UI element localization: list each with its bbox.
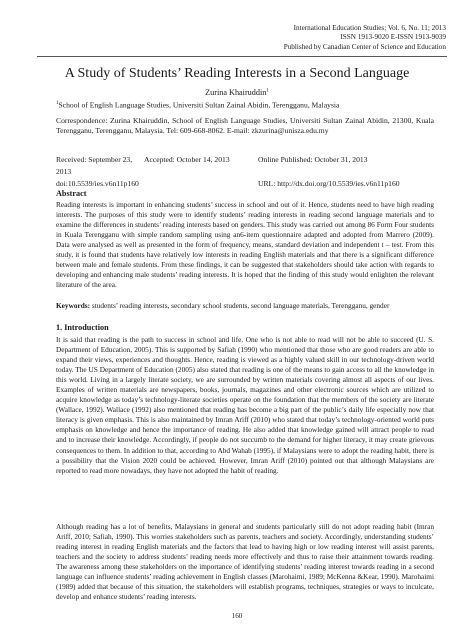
published-date: Online Published: October 31, 2013 <box>258 155 368 164</box>
keywords-label: Keywords: <box>56 301 91 310</box>
journal-header <box>284 24 446 52</box>
abstract-heading: Abstract <box>56 189 87 198</box>
correspondence-text: Correspondence: Zurina Khairuddin, School of English Language Studies, Universiti Sultan Zainal Abidin, 21300, Kuala Terengganu, Terengganu, Malaysia. Tel: 609-668-8062. E-mail: zkzurina@unisza.edu.my <box>56 116 434 136</box>
doi-link[interactable]: doi:10.5539/ies.v6n11p160 <box>56 179 139 188</box>
introduction-paragraph-2: Although reading has a lot of benefits, Malaysians in general and students particularly still do not adopt reading habit (Imran Ariff, 2010; Safiah, 1990). This worries stakeholders such as parents, teachers and society. Accordingly, understanding students’ reading interest in reading English materials and the factors that lead to having high or low reading interest will assist parents, teachers and the society to address students’ reading needs more effectively and thus to raise their attainment towards reading. The awareness among these stakeholders on the importance of identifying students’ reading interest towards reading in a second language can influence students’ reading achievement in English classes (Marohaimi, 1989; McKenna &Kear, 1990). Marohaimi (1989) added that because of this situation, the stakeholders will establish programs, techniques, strategies or ways to inculcate, develop and enhance students’ reading interests. <box>56 522 434 602</box>
page-number: 160 <box>231 612 243 620</box>
journal-issn: ISSN 1913-9020 E-ISSN 1913-9039 <box>340 33 446 42</box>
journal-publisher: Published by Canadian Center of Science and Education <box>283 42 446 51</box>
affiliation-mark: 1 <box>56 101 59 106</box>
abstract-text: Reading interests is important in enhancing students’ success in school and out of it. Hence, students need to have high reading interests. The purposes of this study were to identify students’ reading interests in reading second language materials and to examine the differences in students’ reading interests based on genders. This study was carried out among 86 Form Four students in Kuala Terengganu with simple random sampling using an6-item questionnaire adapted and adopted from Marrero (2009). Data were analysed as well as presented in the form of frequency, means, standard deviation and independent t – test. From this study, it is found that students have relatively low interests in reading English materials and that there is a significant difference between male and female students. From these findings, it can be suggested that stakeholders should take action with regards to developing and enhancing male students’ reading interests. It is hoped that the finding of this study would enlighten the relevant literature of the area. <box>56 200 434 290</box>
journal-volume: International Education Studies; Vol. 6, No. 11; 2013 <box>293 24 446 32</box>
keywords-text: students’ reading interests, secondary school students, second language materials, Terengganu, gender <box>90 301 390 310</box>
introduction-paragraph-1: It is said that reading is the path to success in school and life. One who is not able to read will not be able to succeed (U. S. Department of Education, 2005). This is supported by Safiah (1990) who mentioned that those who are good readers are able to expand their views, experiences and thoughts. Hence, reading is viewed as a highly valued skill in our technology-driven world today. The US Department of Education (2005) also stated that reading is one of the means to gain access to all the knowledge in this world. Living in a largely literate society, we are surrounded by written materials covering almost all aspects of our lives. Examples of written materials are newspapers, books, journals, magazines and other electronic sources which are utilized to acquire knowledge as today’s technology-literate societies operate on the foundation that the members of the society are literate (Wallace, 1992). Wallace (1992) also mentioned that reading has become a big part of the public’s daily life especially now that literacy is given emphasis. This is also maintained by Imran Ariff (2010) who stated that today’s technology-oriented world puts emphasis on knowledge and hence the importance of reading. He also added that knowledge gained will attract people to read and to increase their knowledge. Accordingly, if people do not succumb to the demand for higher literacy, it may create grievous consequences to them. In addition to that, according to Abd Wahab (1995), if Malaysians were to adopt the reading habit, there is a possibility that the Vision 2020 could be achieved. However, Imran Ariff (2010) pointed out that although Malaysians are reported to read more nowadays, they have not adopted the habit of reading. <box>56 335 434 475</box>
correspondence <box>56 116 434 137</box>
publication-dates <box>56 154 434 190</box>
introduction-heading: 1. Introduction <box>56 323 109 332</box>
received-date: Received: September 23, 2013 <box>56 155 133 176</box>
author-line <box>30 88 444 97</box>
keywords <box>56 301 434 311</box>
accepted-date: Accepted: October 14, 2013 <box>144 155 230 164</box>
affiliation <box>56 99 434 111</box>
author-name: Zurina Khairuddin <box>205 88 267 97</box>
url-link[interactable]: URL: http://dx.doi.org/10.5539/ies.v6n11p160 <box>258 179 400 188</box>
author-mark: 1 <box>266 88 269 94</box>
paper-title: A Study of Students’ Reading Interests in a Second Language <box>64 66 410 81</box>
header-rule <box>37 56 447 57</box>
affiliation-text: School of English Language Studies, Universiti Sultan Zainal Abidin, Terengganu, Malaysia <box>58 100 340 110</box>
